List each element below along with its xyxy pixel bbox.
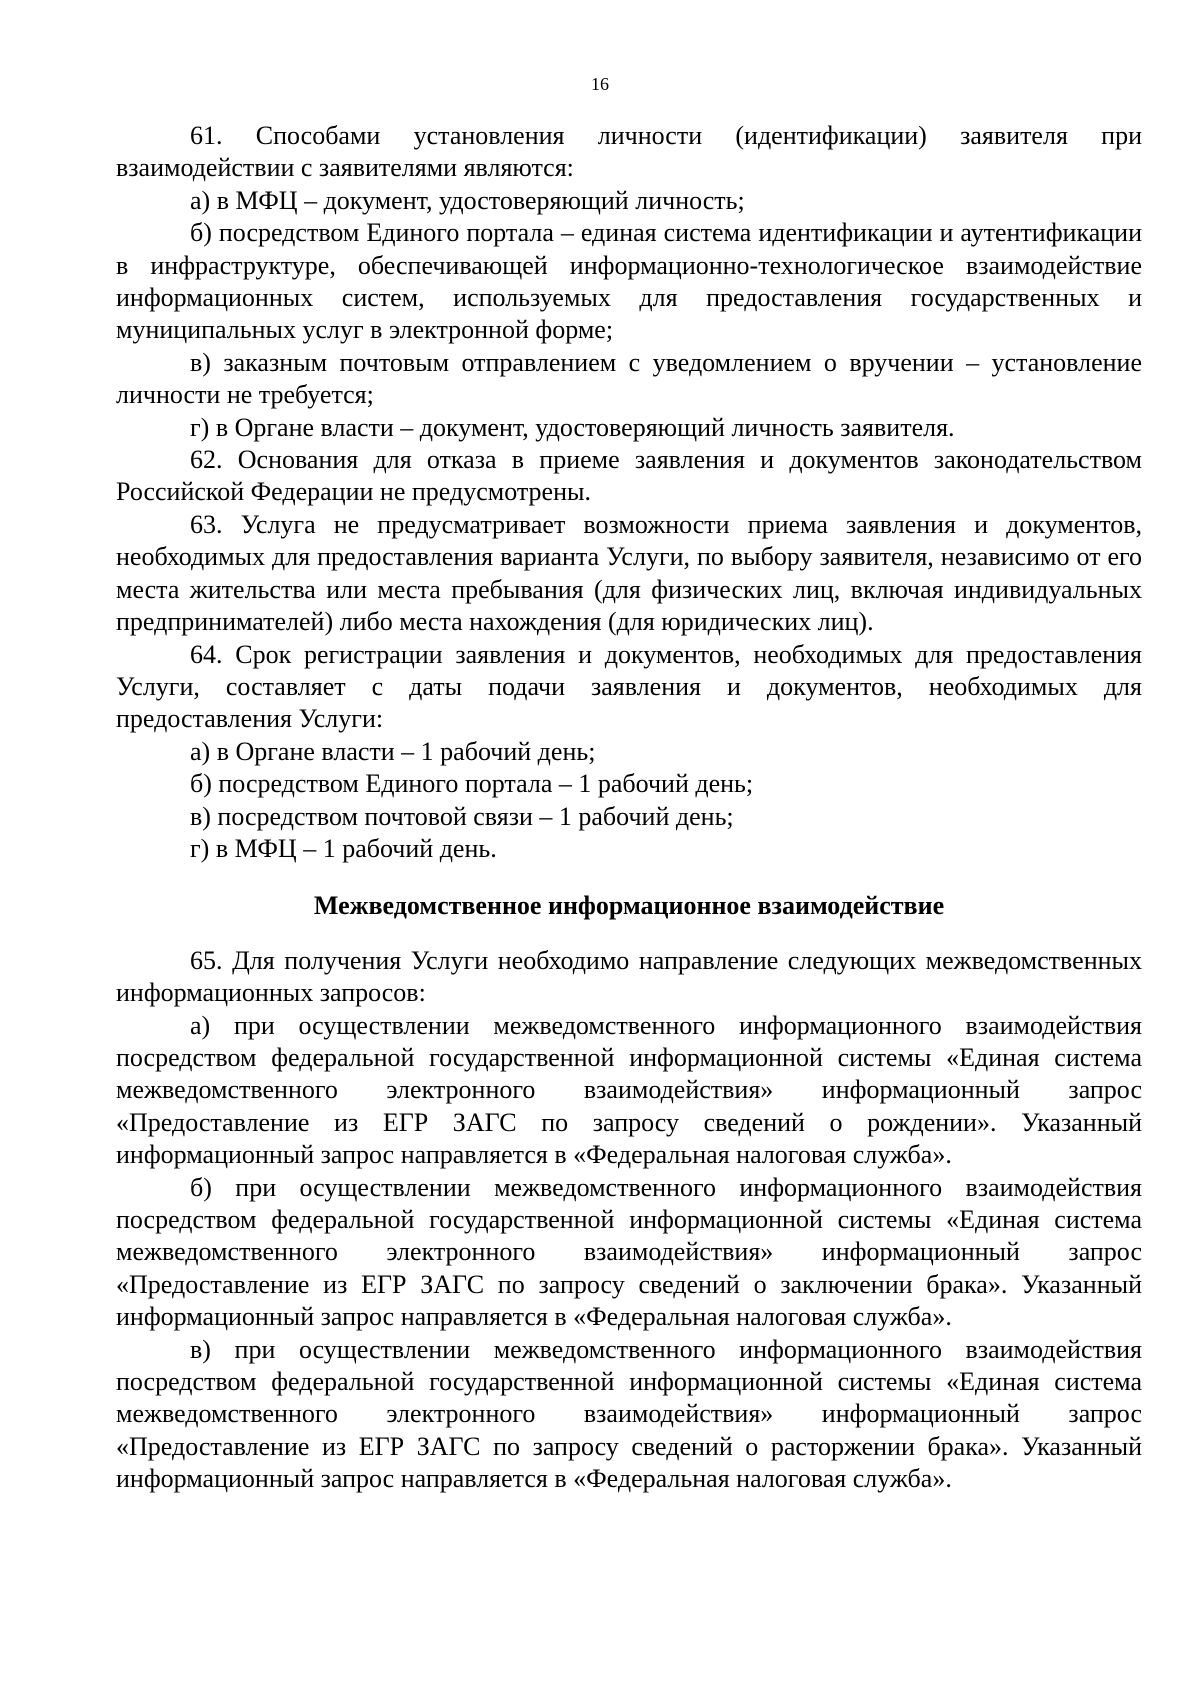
paragraph-65: 65. Для получения Услуги необходимо направление следующих межведомственных информационных запросов: <box>116 945 1142 1008</box>
paragraph-63: 63. Услуга не предусматривает возможности приема заявления и документов, необходимых для предоставления варианта Услуги, по выбору заявителя, независимо от его места жительства или места пребывания (для физических лиц, включая индивидуальных предпринимателей) либо места нахождения (для юридических лиц). <box>116 509 1142 637</box>
paragraph-65-a: а) при осуществлении межведомственного информационного взаимодействия посредством федеральной государственной информационной системы «Единая система межведомственного электронного взаимодействия» информационный запрос «Предоставление из ЕГР ЗАГС по запросу сведений о рождении». Указанный информационный запрос направляется в «Федеральная налоговая служба». <box>116 1010 1142 1170</box>
paragraph-64-g: г) в МФЦ – 1 рабочий день. <box>190 833 497 863</box>
paragraph-62: 62. Основания для отказа в приеме заявления и документов законодательством Российской Федерации не предусмотрены. <box>116 445 1142 507</box>
page-number: 16 <box>591 74 609 94</box>
paragraph-65-b: б) при осуществлении межведомственного информационного взаимодействия посредством федеральной государственной информационной системы «Единая система межведомственного электронного взаимодействия» информационный запрос «Предоставление из ЕГР ЗАГС по запросу сведений о заключении брака». Указанный информационный запрос направляется в «Федеральная налоговая служба». <box>116 1172 1142 1332</box>
paragraph-61-a: а) в МФЦ – документ, удостоверяющий личность; <box>190 185 745 215</box>
paragraph-64-a: а) в Органе власти – 1 рабочий день; <box>190 736 596 766</box>
paragraph-64-b: б) посредством Единого портала – 1 рабочий день; <box>190 769 754 799</box>
paragraph-61-v: в) заказным почтовым отправлением с уведомлением о вручении – установление личности не требуется; <box>116 347 1142 410</box>
paragraph-61-g: г) в Органе власти – документ, удостоверяющий личность заявителя. <box>190 412 955 442</box>
paragraph-64: 64. Срок регистрации заявления и документов, необходимых для предоставления Услуги, составляет с даты подачи заявления и документов, необходимых для предоставления Услуги: <box>116 639 1142 734</box>
paragraph-61: 61. Способами установления личности (идентификации) заявителя при взаимодействии с заявителями являются: <box>116 121 1142 183</box>
paragraph-65-v: в) при осуществлении межведомственного информационного взаимодействия посредством федеральной государственной информационной системы «Единая система межведомственного электронного взаимодействия» информационный запрос «Предоставление из ЕГР ЗАГС по запросу сведений о расторжении брака». Указанный информационный запрос направляется в «Федеральная налоговая служба». <box>116 1334 1142 1494</box>
document-body <box>116 120 1142 1496</box>
paragraph-64-v: в) посредством почтовой связи – 1 рабочий день; <box>190 801 734 831</box>
paragraph-61-b: б) посредством Единого портала – единая система идентификации и аутентификации в инфраструктуре, обеспечивающей информационно-технологическое взаимодействие информационных систем, используемых для предоставления государственных и муниципальных услуг в электронной форме; <box>116 218 1142 345</box>
section-heading: Межведомственное информационное взаимодействие <box>313 891 945 921</box>
